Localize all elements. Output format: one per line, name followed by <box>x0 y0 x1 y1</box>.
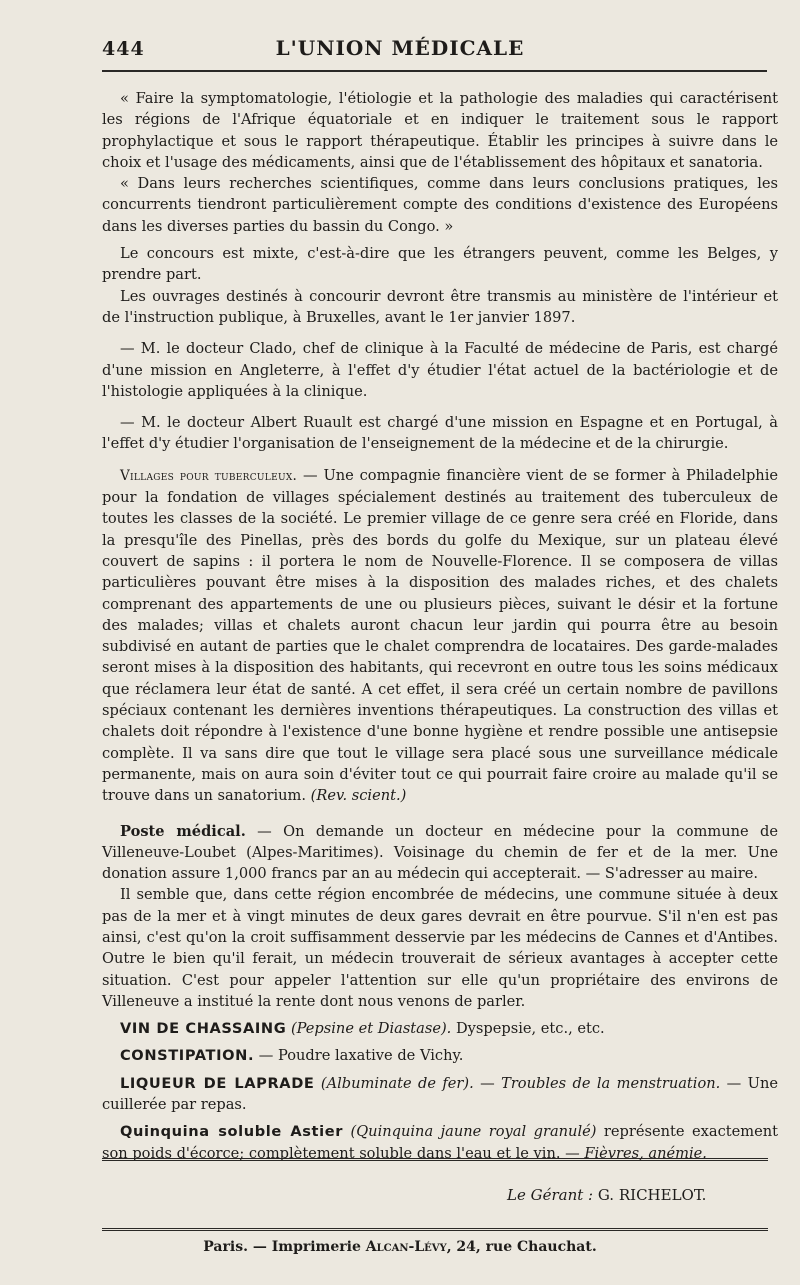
paragraph-villages <box>102 465 778 807</box>
imprint-address: , 24, rue Chauchat. <box>446 1239 597 1255</box>
villages-text: — Une compagnie financière vient de se former à Philadelphie pour la fondation de villages spécialement destinés au traitement des tuberculeux de toutes les classes de la société. Le premier village de ce genre sera créé en Floride, dans la presqu'île des Pinellas, près des bords du golfe du Mexique, sur un plateau élevé couvert de sapins : il portera le nom de Nouvelle-Florence. Il se composera de villas particulières pouvant être mises à la disposition des malades riches, et des chalets comprenant des appartements de une ou plusieurs pièces, suivant le désir et la fortune des malades; villas et chalets auront chacun leur jardin qui pourra être au besoin subdivisé en autant de parties que le chalet comprendra de locataires. Des garde-malades seront mises à la disposition des habitants, qui recevront en outre tous les soins médicaux que réclamera leur état de santé. A cet effet, il sera créé un certain nombre de pavillons spéciaux contenant les dernières inventions thérapeutiques. La construction des villas et chalets doit répondre à l'existence d'une bonne hygiène et rendre possible une antisepsie complète. Il va sans dire que tout le village sera placé sous une surveillance médicale permanente, mais on aura soin d'éviter tout ce qui pourrait faire croire au malade qu'il se trouve dans un sanatorium. <box>102 466 778 805</box>
header-rule <box>102 70 767 72</box>
ad-laprade-composition: (Albuminate de fer). <box>320 1074 474 1092</box>
paragraph-clado: — M. le docteur Clado, chef de clinique à la Faculté de médecine de Paris, est chargé d'une mission en Angleterre, à l'effet d'y étudier l'état actuel de la bactériologie et de l'histologie appliquées à la clinique. <box>102 340 778 400</box>
imprint-printer: Alcan-Lévy <box>365 1239 447 1255</box>
paragraph-commune: Il semble que, dans cette région encombrée de médecins, une commune située à deux pas de la mer et à vingt minutes de deux gares devrait en être pourvue. S'il n'en est pas ainsi, c'est qu'on la croit suffisamment desservie par les médecins de Cannes et d'Antibes. Outre le bien qu'il ferait, un médecin trouverait de sérieux avantages à accepter cette situation. C'est pour appeler l'attention sur elle qu'un propriétaire des environs de Villeneuve a institué la rente dont nous venons de parler. <box>102 886 778 1010</box>
printer-imprint <box>0 1239 800 1255</box>
poste-text: — On demande un docteur en médecine pour la commune de Villeneuve-Loubet (Alpes-Maritimes). Voisinage du chemin de fer et de la mer. Une donation assure 1,000 francs par an au médecin qui accepterait. — S'adresser au maire. <box>102 822 778 883</box>
ad-constipation <box>102 1045 778 1066</box>
gerant-label: Le Gérant : <box>507 1186 594 1204</box>
ad-laprade-dash: — <box>473 1074 502 1092</box>
paragraph-concours: Le concours est mixte, c'est-à-dire que les étrangers peuvent, comme les Belges, y prendre part. <box>102 245 778 284</box>
ad-chassaing-composition: (Pepsine et Diastase). <box>290 1020 452 1038</box>
paragraph-ouvrages: Les ouvrages destinés à concourir devront être transmis au ministère de l'intérieur et de l'instruction publique, à Bruxelles, avant le 1er janvier 1897. <box>102 287 778 326</box>
footer-rule-lower <box>102 1228 768 1231</box>
paragraph-congo: « Dans leurs recherches scientifiques, comme dans leurs conclusions pratiques, les concurrents tiendront particulièrement compte des conditions d'existence des Européens dans les diverses parties du bassin du Congo. » <box>102 175 778 235</box>
villages-heading: Villages pour tuberculeux. <box>120 467 298 484</box>
villages-source: (Rev. scient.) <box>310 787 407 805</box>
paragraph-program: « Faire la symptomatologie, l'étiologie et la pathologie des maladies qui caractérisent les régions de l'Afrique équatoriale et en indiquer le traitement sous le rapport prophylactique et sous le rapport thérapeutique. Établir les principes à suivre dans le choix et l'usage des médicaments, ainsi que de l'établissement des hôpitaux et sanatoria. <box>102 90 778 171</box>
ad-laprade-name: LIQUEUR DE LAPRADE <box>120 1074 315 1092</box>
gerant-name: G. RICHELOT. <box>593 1186 707 1204</box>
paragraph-ruault: — M. le docteur Albert Ruault est chargé d'une mission en Espagne et en Portugal, à l'effet d'y étudier l'organisation de l'enseignement de la médecine et de la chirurgie. <box>102 414 778 453</box>
ad-laprade-dose: — Une cuillerée par repas. <box>102 1074 778 1114</box>
gerant-signature <box>507 1186 706 1204</box>
ad-constipation-text: — Poudre laxative de Vichy. <box>254 1047 464 1065</box>
footer-rule-upper <box>102 1158 768 1161</box>
page-number: 444 <box>102 38 145 60</box>
imprint-city: Paris. — Imprimerie <box>203 1239 366 1255</box>
ad-constipation-name: CONSTIPATION. <box>120 1047 255 1065</box>
ad-astier-name: Quinquina soluble Astier <box>120 1123 344 1141</box>
paragraph-poste <box>102 821 778 885</box>
page-header <box>0 36 800 66</box>
article-body <box>102 88 778 1164</box>
ad-chassaing <box>102 1018 778 1039</box>
ad-astier-text: représente exactement son poids d'écorce; complètement soluble dans l'eau et le vin. — <box>102 1123 778 1162</box>
ad-chassaing-use: Dyspepsie, etc., etc. <box>451 1020 605 1038</box>
ad-laprade-indication: Troubles de la menstruation. <box>501 1074 721 1092</box>
ad-astier-composition: (Quinquina jaune royal granulé) <box>350 1123 597 1141</box>
journal-title: L'UNION MÉDICALE <box>275 36 525 60</box>
ad-laprade <box>102 1073 778 1116</box>
ad-chassaing-name: VIN DE CHASSAING <box>120 1020 287 1038</box>
poste-heading: Poste médical. <box>120 822 246 840</box>
ad-astier-indication: Fièvres, anémie. <box>584 1144 707 1162</box>
